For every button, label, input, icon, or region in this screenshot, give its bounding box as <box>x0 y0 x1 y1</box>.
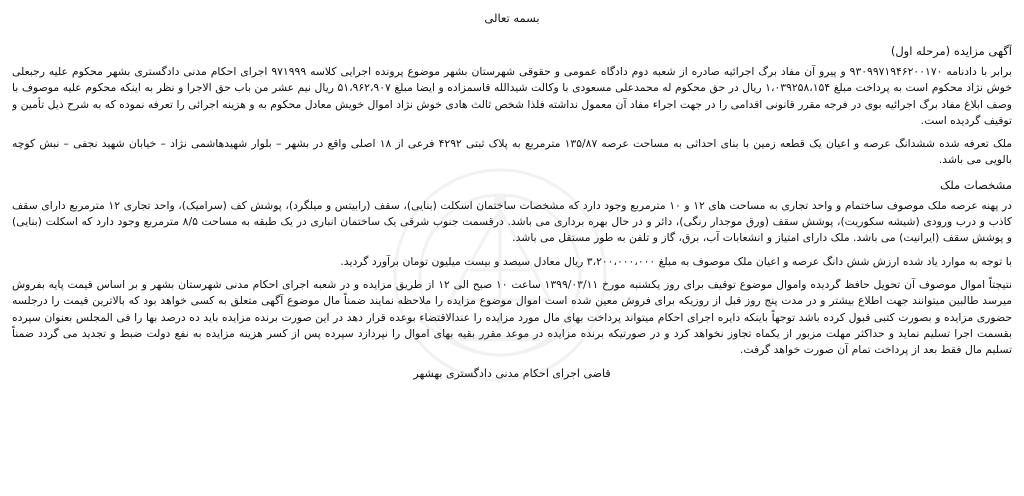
paragraph-specs: در پهنه عرصه ملک موصوف ساختمام و واحد تجاری به مساحت های ۱۲ و ۱۰ مترمربع وجود دارد که مشخصات ساختمان اسکلت (بنایی)، سقف (رابیتس و میلگرد)، پوشش کف (سرامیک)، واحد تجاری ۱۲ مترمربع دارای سقف کاذب و درب ورودی (شیشه سکوریت)، پوشش سقف (ورق موجدار رنگی)، دائر و در حال بهره برداری می باشد. درقسمت جنوب شرقی یک ساختمان انباری در یک طبقه به مساحت ۸/۵ مترمربع وجود دارد که اسکلت (بنایی) و پوشش سقف (ایرانیت) می باشد. ملک دارای امتیاز و انشعابات آب، برق، گاز و تلفن به طور مستقل می باشد. <box>12 198 1012 245</box>
judge-signature: قاضی اجرای احکام مدنی دادگستری بهشهر <box>413 367 611 381</box>
paragraph-auction-terms: نتیجتاً اموال موصوف آن تحویل حافظ گردیده واموال موضوع توقیف برای روز یکشنبه مورخ ۱۳۹۹/۰۳/۱۱ ساعت ۱۰ صبح الی ۱۲ از طریق مزایده و در شعبه اجرای احکام مدنی شهرستان بشهر و بر اساس قیمت پایه بفروش میرسد طالبین میتوانند جهت اطلاع بیشتر و در مدت پنج روز قبل از روزیکه برای فروش معین شده است اموال موضوع مزایده را ملاحظه نمایند ضمناً مال موضوع آگهی متعلق به کسی خواهد بود که بالاترین قیمت را درجلسه حضوری مزایده و بصورت کتبی قبول کرده باشد توجهاً باینکه دایره اجرای احکام میتواند پرداخت بهای مال مورد مزایده را عندالاقتضاء بوعده قرار دهد در این صورت برنده مزایده باید ده درصد بها را فی المجلس بعنوان سپرده بقسمت اجرا تسلیم نماید و حداکثر مهلت مزبور از یکماه تجاوز نخواهد کرد و در صورتیکه برنده مزایده در موعد مقرر بقیه بهای اموال را نپردازد سپرده پس از کسر هزینه مزایده به نفع دولت ضبط و تجدید می گردد ضمناً تسلیم مال فقط بعد از پرداخت تمام آن صورت خواهد گرفت. <box>12 277 1012 357</box>
document-header: بسمه تعالی <box>484 11 540 25</box>
notice-document <box>12 8 1012 490</box>
property-specs-heading: مشخصات ملک <box>939 177 1012 192</box>
notice-title: آگهی مزایده (مرحله اول) <box>890 44 1012 58</box>
paragraph-property: ملک تعرفه شده ششدانگ عرصه و اعیان یک قطعه زمین با بنای احداثی به مساحت عرصه ۱۳۵/۸۷ مترمربع به پلاک ثبتی ۴۲۹۲ فرعی از ۱۸ اصلی واقع در بشهر – بلوار شهیدهاشمی نژاد – خیابان شهید نجفی – نبش کوچه بالویی می باشد. <box>12 137 1012 167</box>
paragraph-verdict: برابر با دادنامه ۹۳۰۹۹۷۱۹۴۶۲۰۰۱۷۰ و پیرو آن مفاد برگ اجرائیه صادره از شعبه دوم دادگاه عمومی و حقوقی شهرستان بشهر موضوع پرونده اجرایی کلاسه ۹۷۱۹۹۹ اجرای احکام مدنی دادگستری بشهر محکوم علیه رجبعلی خوش نژاد محکوم است به پرداخت مبلغ ۱،۰۳۹۲۵۸،۱۵۴ ریال در حق محکوم له محمدعلی مسعودی با وکالت شیدالله قاسمزاده و ایضا مبلغ ۵۱،۹۶۲،۹۰۷ ریال نیم عشر من باب حق الاجرا و نظر به اینکه محکوم علیه موصوف با وصف ابلاغ مفاد برگ اجرائیه بوی در فرجه مقرر قانونی اقدامی را در جهت اجراء مفاد آن معمول نداشته فلذا شخص ثالث هادی خوش نژاد اموال خویش معادل محکوم به و هزینه اجرائی را تعرفه نموده که به شرح ذیل تأمین و توقیف گردیده است. <box>12 65 1012 127</box>
paragraph-valuation: با توجه به موارد یاد شده ارزش شش دانگ عرصه و اعیان ملک موصوف به مبلغ ۳،۲۰۰،۰۰۰،۰۰۰ ریال معادل سیصد و بیست میلیون تومان برآورد گردید. <box>340 254 1012 268</box>
